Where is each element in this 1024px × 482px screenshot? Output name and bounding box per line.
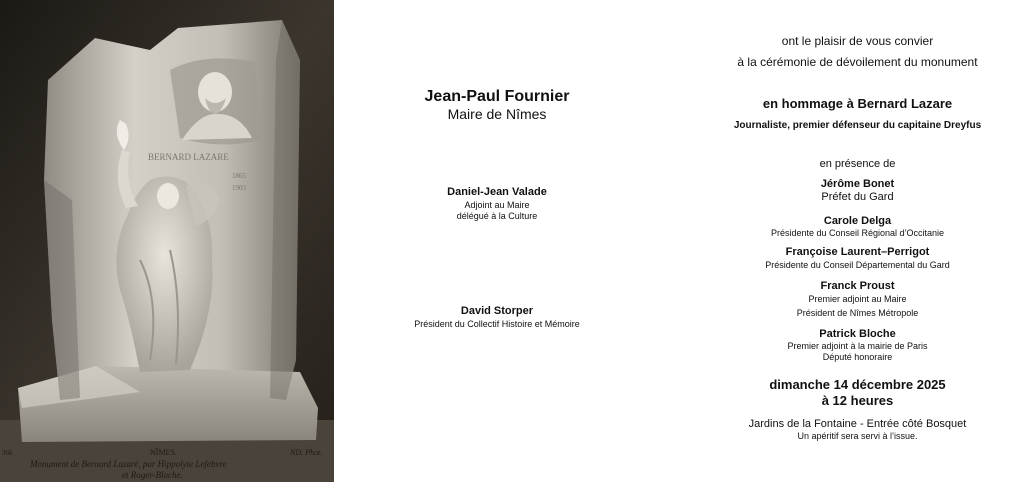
cohost-role: Président du Collectif Histoire et Mémoire (414, 319, 580, 329)
postcard-city: NÎMES. (150, 448, 177, 457)
guest-name: Jérôme Bonet (820, 178, 895, 190)
event-place: Jardins de la Fontaine - Entrée côté Bosquet (748, 418, 967, 430)
guest-name: Françoise Laurent–Perrigot (785, 246, 930, 258)
carved-name: BERNARD LAZARE (148, 152, 229, 162)
hommage-subtitle: Journaliste, premier défenseur du capitaine Dreyfus (733, 120, 982, 131)
guest-name: Carole Delga (823, 215, 892, 227)
guest-role: Présidente du Conseil Régional d’Occitanie (770, 228, 945, 238)
guest-role: Premier adjoint au Maire (808, 294, 907, 304)
postcard-number: 366 (2, 449, 13, 457)
guest-name: Franck Proust (820, 280, 895, 292)
event-time: à 12 heures (821, 393, 894, 408)
carved-year-1: 1865 (232, 172, 246, 180)
postcard-caption-line-1: Monument de Bernard Lazaré, par Hippolyte Lefebvre (30, 459, 227, 469)
presence-label: en présence de (819, 158, 896, 170)
guest-role: Premier adjoint à la mairie de Paris (787, 341, 928, 351)
invitation-line-1: ont le plaisir de vous convier (781, 34, 934, 48)
monument-postcard-photo (0, 0, 334, 482)
invitation-line-2: à la cérémonie de dévoilement du monument (737, 55, 978, 69)
guest-name: Patrick Bloche (819, 328, 896, 340)
guest-role: Préfet du Gard (821, 191, 894, 203)
monument-illustration (0, 0, 334, 482)
guest-role: Président de Nîmes Métropole (796, 308, 919, 318)
cohost-name: David Storper (460, 305, 534, 317)
event-date: dimanche 14 décembre 2025 (769, 377, 946, 392)
cohost-name: Daniel-Jean Valade (447, 186, 547, 198)
guest-role: Député honoraire (822, 352, 893, 362)
postcard-publisher: ND. Phot. (290, 448, 323, 457)
cohost-role: délégué à la Culture (456, 211, 538, 221)
event-note: Un apéritif sera servi à l’issue. (797, 431, 918, 441)
hommage-title: en hommage à Bernard Lazare (762, 96, 953, 111)
host-title: Maire de Nîmes (447, 106, 547, 122)
host-name: Jean-Paul Fournier (424, 88, 570, 105)
carved-year-2: 1903 (232, 184, 246, 192)
postcard-caption-line-2: et Roger-Bloche. (122, 470, 183, 480)
guest-role: Présidente du Conseil Départemental du Gard (765, 260, 950, 270)
cohost-role: Adjoint au Maire (464, 200, 530, 210)
